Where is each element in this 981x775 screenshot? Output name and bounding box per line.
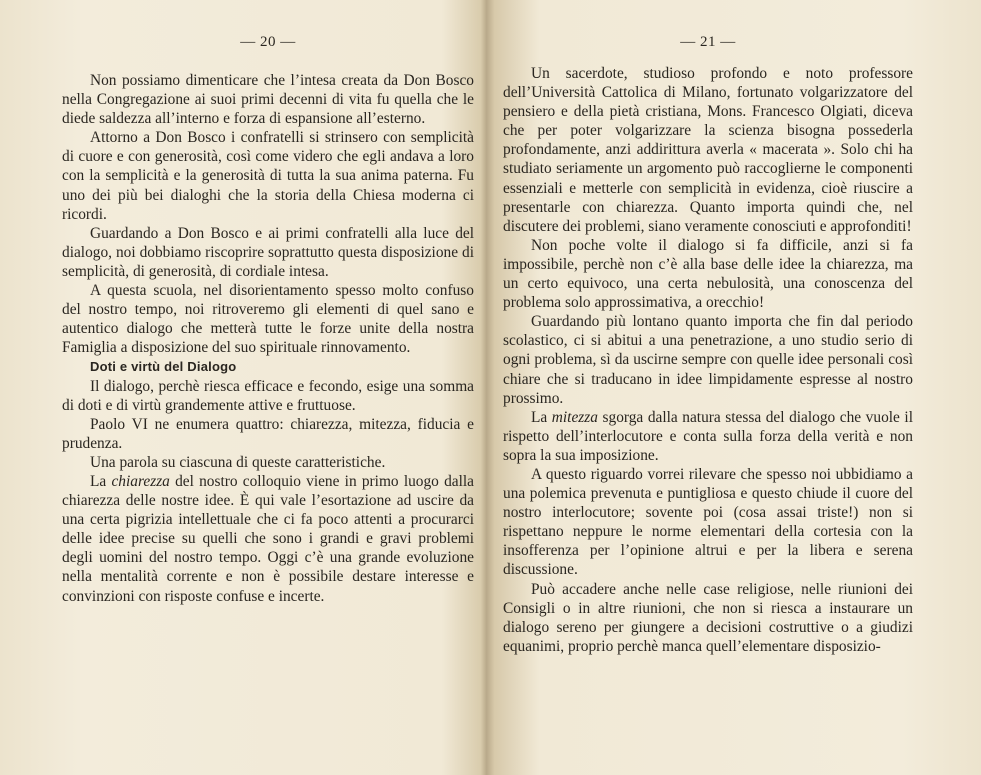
page-number-right: — 21 — [680,34,736,50]
paragraph: Paolo VI ne enumera quattro: chiarezza, mitezza, fiducia e prudenza. [62,415,474,452]
paragraph-chiarezza [62,472,474,606]
paragraph: Il dialogo, perchè riesca efficace e fecondo, esige una somma di doti e di virtù grandemente attive e fruttuose. [62,377,474,414]
text-run: La [531,408,552,426]
right-page-body [503,64,913,656]
paragraph: Un sacerdote, studioso profondo e noto professore dell’Università Cattolica di Milano, fortunato volgarizzatore del pensiero e della pietà cristiana, Mons. Francesco Olgiati, diceva che per poter volgarizzare la scienza bisogna possederla profondamente, anzi addirittura averla « macerata ». Solo chi ha studiato seriamente un argomento può raccoglierne le componenti essenziali e metterle con semplicità in evidenza, cioè riuscire a presentarle con chiarezza. Quanto importa quindi che, nel discutere dei problemi, siano veramente conosciuti e approfonditi! [503,65,913,235]
italic-term: chiarezza [111,472,170,490]
section-heading: Doti e virtù del Dialogo [90,359,237,375]
paragraph: Attorno a Don Bosco i confratelli si strinsero con semplicità di cuore e con generosità, così come videro che egli andava a loro con la semplicità e la generosità di tutta la sua anima paterna. Fu uno dei più bei dialoghi che la storia della Chiesa moderna ci ricordi. [62,129,474,223]
left-page [62,0,474,775]
left-page-body [62,71,474,606]
text-run: La [90,472,112,490]
text-run: sgorga dalla natura stessa del dialogo che vuole il rispetto dell’interlocutore e conta sulla forza della verità e non sopra la sua imposizione. [503,408,913,464]
paragraph: A questa scuola, nel disorientamento spesso molto confuso del nostro tempo, noi ritroveremo gli elementi di quel sano e autentico dialogo che metterà tutte le forze unite della nostra Famiglia a disposizione del suo spirituale rinnovamento. [62,282,474,357]
paragraph-mitezza [503,408,913,465]
page-number-left: — 20 — [240,34,296,50]
right-page [503,0,913,775]
paragraph: Guardando a Don Bosco e ai primi confratelli alla luce del dialogo, noi dobbiamo riscoprire soprattutto questa disposizione di semplicità, di generosità, di cordiale intesa. [62,224,474,280]
text-run: del nostro colloquio viene in primo luogo dalla chiarezza delle nostre idee. È qui vale l’esortazione ad uscire da una certa pigrizia intellettuale che ci fa poco attenti a procurarci delle idee precise su quelli che sono i grandi e gravi problemi degli uomini del nostro tempo. Oggi c’è una grande evoluzione nella mentalità corrente e non è possibile destare interesse e convinzioni con risposte confuse e incerte. [62,472,474,605]
paragraph: Può accadere anche nelle case religiose, nelle riunioni dei Consigli o in altre riunioni, che non si riesca a instaurare un dialogo sereno per giungere a decisioni costruttive o a giudizi equanimi, proprio perchè manca quell’elementare disposizio- [503,580,913,655]
italic-term: mitezza [551,408,598,426]
paragraph: Non poche volte il dialogo si fa difficile, anzi si fa impossibile, perchè non c’è alla base delle idee la chiarezza, ma un certo equivoco, una certa nebulosità, una conoscenza del problema solo approssimativa, a orecchio! [503,236,913,312]
paragraph: Guardando più lontano quanto importa che fin dal periodo scolastico, ci si abitui a una penetrazione, a uno studio serio di ogni problema, sì da uscirne sempre con quelle idee personali così chiare che si traducano in idee limpidamente espresse al nostro prossimo. [503,313,913,407]
paragraph: Una parola su ciascuna di queste caratteristiche. [90,453,386,471]
paragraph: A questo riguardo vorrei rilevare che spesso noi ubbidiamo a una polemica prevenuta e puntigliosa e questo chiude il cuore del nostro interlocutore; sovente poi (cosa assai triste!) non si rispettano neppure le norme elementari della cortesia con la insofferenza per l’opinione altrui e per la libera e serena discussione. [503,465,913,579]
paragraph: Non possiamo dimenticare che l’intesa creata da Don Bosco nella Congregazione ai suoi primi decenni di vita fu quella che le diede saldezza all’interno e forza di espansione all’esterno. [62,72,474,128]
